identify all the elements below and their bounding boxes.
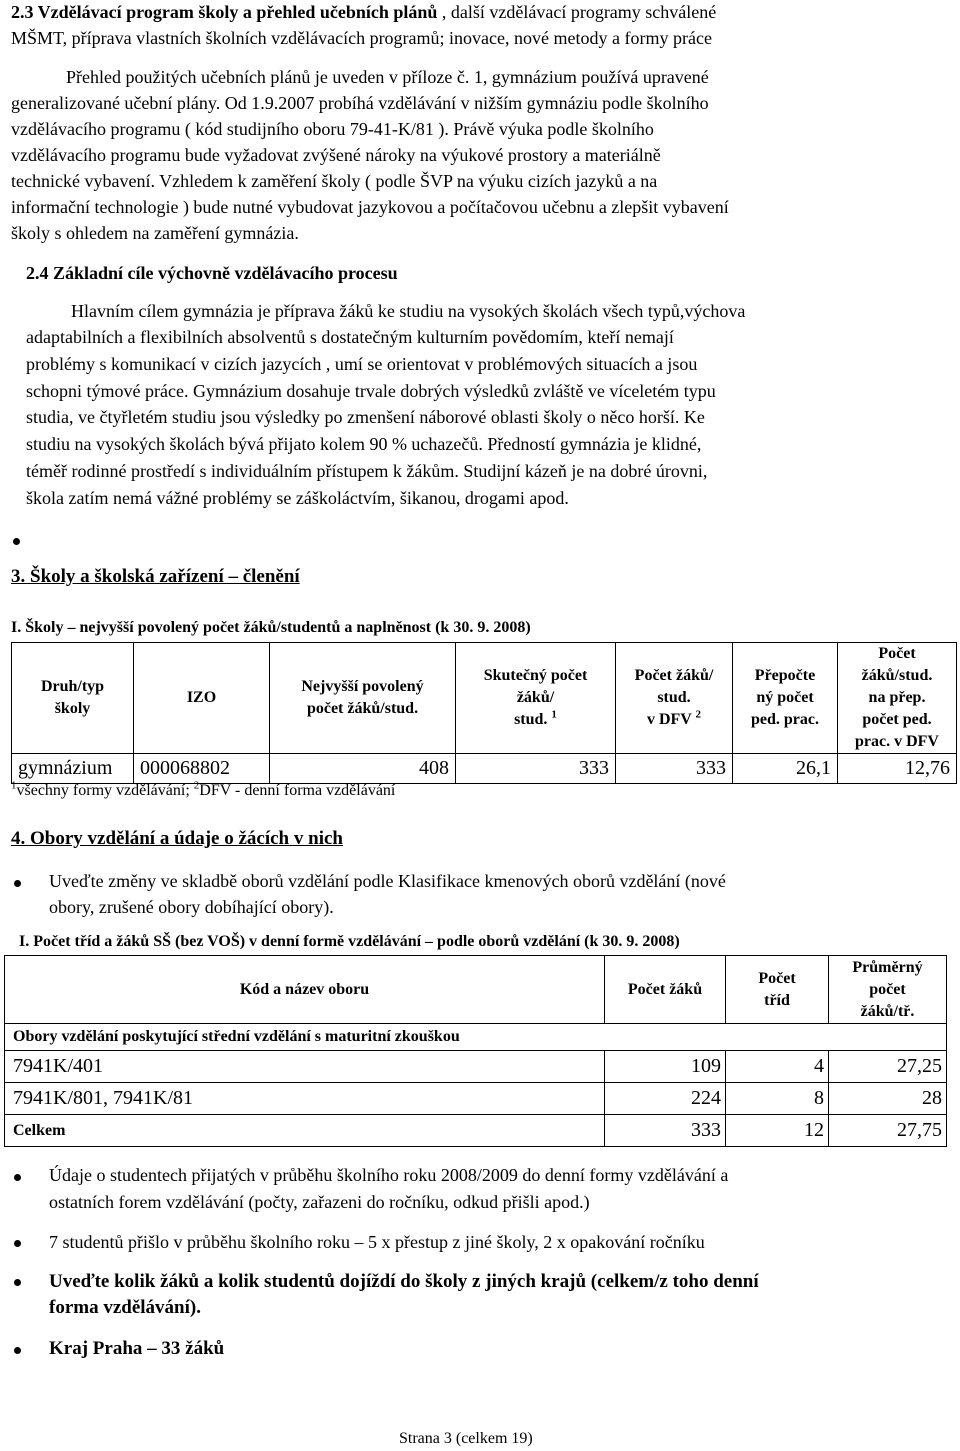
section-4-bullet3: 7 studentů přišlo v průběhu školního roku – 5 x přestup z jiné školy, 2 x opakování ročníku	[49, 1232, 705, 1252]
section-2-3-heading-line2: MŠMT, příprava vlastních školních vzdělávacích programů; inovace, nové metody a formy práce	[11, 28, 712, 48]
section-3-table-title: I. Školy – nejvyšší povolený počet žáků/studentů a naplněnost (k 30. 9. 2008)	[11, 619, 531, 636]
section-3-footnote	[11, 779, 396, 800]
cell-nejvyssi: 408	[270, 754, 456, 784]
cell-prumer-total: 27,75	[829, 1115, 947, 1147]
col-header-text: počet žáků/stud.	[306, 700, 419, 717]
section-2-3-heading-bold: 2.3 Vzdělávací program školy a přehled učebních plánů	[11, 2, 438, 22]
group-row-label: Obory vzdělání poskytující střední vzdělání s maturitní zkouškou	[5, 1024, 947, 1051]
table-row	[12, 754, 957, 784]
col-header-text: Skutečný počet	[483, 667, 588, 684]
col-header-text: Přepočte	[754, 667, 816, 684]
col-header-text	[456, 709, 615, 731]
footnote-mark: 1	[551, 708, 557, 721]
col-header-text: počet ped.	[862, 711, 932, 728]
col-header-na-prep	[838, 643, 957, 754]
col-header-text: Počet žáků/	[634, 667, 714, 684]
footnote-mark: 2	[193, 779, 200, 792]
col-header-druh	[12, 643, 134, 754]
section-2-3-line: vzdělávacího programu ( kód studijního oboru 79-41-K/81 ). Právě výuka podle školního	[11, 119, 654, 139]
bullet	[14, 880, 21, 887]
cell-zaku-total: 333	[605, 1115, 726, 1147]
bullet	[13, 538, 20, 545]
section-2-4-line: studia, ve čtyřletém studiu jsou výsledky po zmenšení náborové oblasti školy o něco horší. Ke	[26, 407, 705, 427]
col-header-text: na přep.	[868, 689, 926, 706]
section-2-3-line: Přehled použitých učebních plánů je uveden v příloze č. 1, gymnázium používá upravené	[66, 67, 709, 87]
col-header-pocet-zaku: Počet žáků	[605, 956, 726, 1024]
cell-trid: 8	[726, 1083, 829, 1115]
col-header-text: školy	[54, 700, 91, 717]
cell-zaku: 224	[605, 1083, 726, 1115]
cell-skutecny: 333	[456, 754, 616, 784]
bullet	[14, 1240, 21, 1247]
col-header-text: v DFV	[646, 711, 692, 728]
section-2-3-line: technické vybavení. Vzhledem k zaměření školy ( podle ŠVP na výuku cizích jazyků a na	[11, 171, 658, 191]
section-2-4-line: Hlavním cílem gymnázia je příprava žáků ke studiu na vysokých školách všech typů,výchova	[71, 301, 746, 321]
cell-obor: 7941K/401	[5, 1051, 605, 1083]
col-header-text: Druh/typ	[40, 678, 105, 695]
col-header-nejvyssi	[270, 643, 456, 754]
section-4-bullet2-line: ostatních forem vzdělávání (počty, zařazeni do ročníku, odkud přišli apod.)	[49, 1192, 590, 1212]
cell-izo: 000068802	[134, 754, 270, 784]
col-header-text: žáků/tř.	[860, 1002, 915, 1020]
cell-trid-total: 12	[726, 1115, 829, 1147]
col-header-text: Průměrný	[852, 958, 923, 976]
cell-prepocteny: 26,1	[733, 754, 838, 784]
section-2-3-line: vzdělávacího programu bude vyžadovat zvýšené nároky na výukové prostory a materiálně	[11, 145, 661, 165]
section-3-heading: 3. Školy a školská zařízení – členění	[11, 566, 300, 587]
col-header-text: stud.	[657, 689, 691, 706]
col-header-text: prac. v DFV	[855, 733, 939, 750]
col-header-text: Počet	[758, 969, 796, 987]
col-header-prepocteny	[733, 643, 838, 754]
table-group-row	[5, 1024, 947, 1051]
col-header-text: Nejvyšší povolený	[301, 678, 424, 695]
bullet	[14, 1347, 21, 1354]
col-header-prumerny	[829, 956, 947, 1024]
col-header-text: počet	[869, 980, 906, 998]
section-2-3-heading	[11, 2, 716, 23]
section-4-bullet2-line: Údaje o studentech přijatých v průběhu školního roku 2008/2009 do denní formy vzdělávání a	[49, 1165, 729, 1185]
col-header-kod: Kód a název oboru	[5, 956, 605, 1024]
col-header-text: tříd	[764, 991, 790, 1009]
section-2-4-line: problémy s komunikací v cizích jazycích , umí se orientovat v problémových situacích a jsou	[26, 354, 698, 374]
section-2-4-line: studiu na vysokých školách bývá přijato kolem 90 % uchazečů. Předností gymnázia je klidné,	[26, 434, 702, 454]
footnote-mark: 1	[11, 779, 17, 792]
col-header-text	[616, 709, 732, 731]
table-row	[5, 1083, 947, 1115]
col-header-pocet-trid	[726, 956, 829, 1024]
col-header-skutecny	[456, 643, 616, 754]
cell-zaku: 109	[605, 1051, 726, 1083]
col-header-text: ped. prac.	[751, 711, 819, 728]
cell-pocet-dfv: 333	[616, 754, 733, 784]
section-2-3-line: informační technologie ) bude nutné vybudovat jazykovou a počítačovou učebnu a zlepšit vybavení	[11, 197, 729, 217]
section-2-3-heading-rest: , další vzdělávací programy schválené	[437, 2, 717, 22]
section-2-3-line: generalizované učební plány. Od 1.9.2007 probíhá vzdělávání v nižším gymnáziu podle školního	[11, 93, 709, 113]
page-footer: Strana 3 (celkem 19)	[399, 1430, 533, 1447]
col-header-text: žáků/stud.	[861, 667, 933, 684]
cell-prumer: 27,25	[829, 1051, 947, 1083]
table-header-row	[5, 956, 947, 1024]
fields-table	[4, 955, 947, 1147]
cell-obor: 7941K/801, 7941K/81	[5, 1083, 605, 1115]
col-header-text: stud.	[514, 711, 548, 728]
schools-table	[11, 642, 957, 784]
cell-obor-total: Celkem	[5, 1115, 605, 1147]
section-4-bullet5: Kraj Praha – 33 žáků	[49, 1338, 225, 1359]
section-4-bullet4-line: forma vzdělávání).	[49, 1297, 201, 1318]
section-2-4-heading: 2.4 Základní cíle výchovně vzdělávacího procesu	[26, 263, 398, 283]
section-4-bullet1-line: Uveďte změny ve skladbě oborů vzdělání podle Klasifikace kmenových oborů vzdělání (nové	[49, 871, 726, 891]
section-4-heading: 4. Obory vzdělání a údaje o žácích v nich	[11, 828, 343, 849]
col-header-text: Počet	[878, 645, 916, 662]
bullet	[14, 1279, 21, 1286]
section-2-4-line: schopni týmové práce. Gymnázium dosahuje trvale dobrých výsledků zvláště ve víceletém typu	[26, 381, 716, 401]
bullet	[14, 1174, 21, 1181]
cell-prumer: 28	[829, 1083, 947, 1115]
table-row	[5, 1051, 947, 1083]
col-header-izo	[134, 643, 270, 754]
section-2-3-line: školy s ohledem na zaměření gymnázia.	[11, 223, 299, 243]
section-4-bullet1-line: obory, zrušené obory dobíhající obory).	[49, 897, 334, 917]
col-header-text: IZO	[186, 689, 217, 706]
section-4-table-title: I. Počet tříd a žáků SŠ (bez VOŠ) v denní formě vzdělávání – podle oborů vzdělání (k 30. 9. 2008)	[19, 933, 680, 950]
cell-na-prep: 12,76	[838, 754, 957, 784]
table-total-row	[5, 1115, 947, 1147]
footnote-text: DFV - denní forma vzdělávání	[199, 782, 396, 799]
section-2-4-line: adaptabilních a flexibilních absolventů s dostatečným kulturním povědomím, kteří nemají	[26, 327, 674, 347]
col-header-text: ný počet	[756, 689, 814, 706]
footnote-mark: 2	[695, 708, 702, 721]
footnote-text: všechny formy vzdělávání;	[16, 782, 194, 799]
col-header-pocet-dfv	[616, 643, 733, 754]
section-4-bullet4-line: Uveďte kolik žáků a kolik studentů dojíždí do školy z jiných krajů (celkem/z toho denní	[49, 1271, 759, 1292]
col-header-text: žáků/	[516, 689, 555, 706]
cell-trid: 4	[726, 1051, 829, 1083]
cell-druh: gymnázium	[12, 754, 134, 784]
section-2-4-line: téměř rodinné prostředí s individuálním přístupem k žákům. Studijní kázeň je na dobré úrovni,	[26, 461, 708, 481]
section-2-4-line: škola zatím nemá vážné problémy se záškoláctvím, šikanou, drogami apod.	[26, 488, 569, 508]
